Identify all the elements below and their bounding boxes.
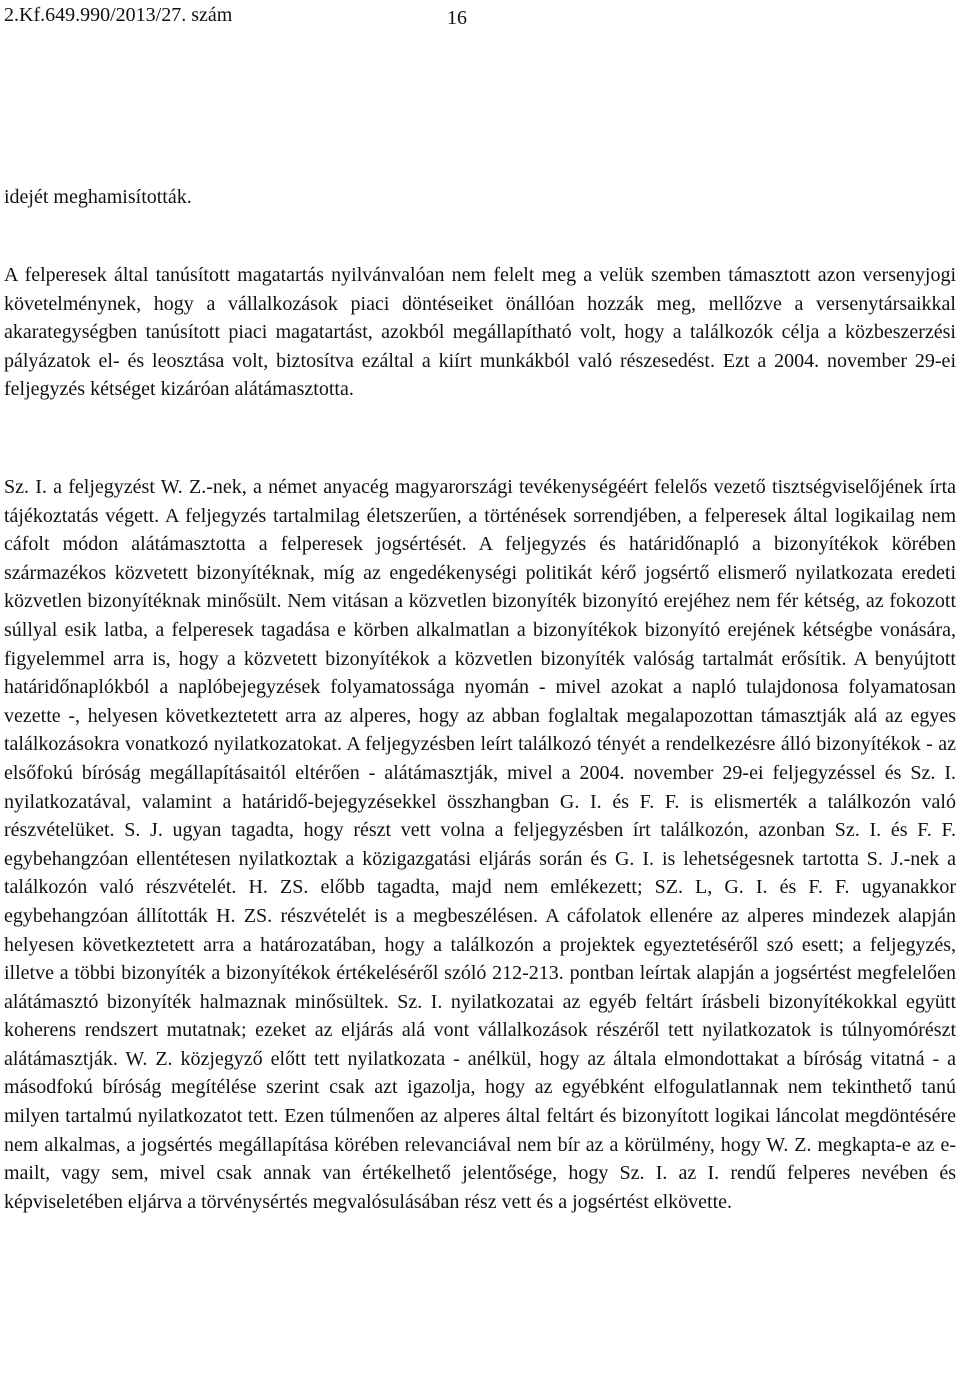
paragraph-intro: idejét meghamisították. — [4, 186, 192, 208]
page-header — [4, 2, 904, 34]
page-number: 16 — [447, 7, 467, 29]
paragraph-conduct: A felperesek által tanúsított magatartás nyilvánvalóan nem felelt meg a velük szemben támasztott azon versenyjogi követelménynek, hogy a vállalkozások piaci döntéseiket önállóan hozzák meg, mellőzve a versenytársaikkal akarategységben tanúsított piaci magatartást, azokból megállapítható volt, hogy a találkozók célja a közbeszerzési pályázatok el- és leosztása volt, biztosítva ezáltal a kiírt munkákból való részesedést. Ezt a 2004. november 29-ei feljegyzés kétséget kizáróan alátámasztotta. — [4, 264, 956, 401]
paragraph-evidence: Sz. I. a feljegyzést W. Z.-nek, a német anyacég magyarországi tevékenységéért felelős vezető tisztségviselőjének írta tájékoztatás végett. A feljegyzés tartalmilag életszerűen, a történések sorrendjében, a felperesek által logikailag nem cáfolt módon alátámasztotta a felperesek jogsértését. A feljegyzés és határidőnapló a bizonyítékok körében származékos közvetett bizonyítéknak, míg az engedékenységi politikát kérő jogsértő elismerő nyilatkozata eredeti közvetlen bizonyítéknak minősült. Nem vitásan a közvetlen bizonyíték bizonyító erejéhez nem fér kétség, az fokozott súllyal esik latba, a felperesek tagadása e körben alkalmatlan a bizonyítékok bizonyító erejének kétségbe vonására, figyelemmel arra is, hogy a közvetett bizonyítékok a közvetlen bizonyíték valóság tartalmát erősítik. A benyújtott határidőnaplókból a naplóbejegyzések folyamatossága nyomán - mivel azokat a napló tulajdonosa folyamatosan vezette -, helyesen következtetett arra az alperes, hogy az abban foglaltak megalapozottan támasztják alá az egyes találkozásokra vonatkozó nyilatkozatokat. A feljegyzésben leírt találkozó tényét a rendelkezésre álló bizonyítékok - az elsőfokú bíróság megállapításaitól eltérően - alátámasztják, mivel a 2004. november 29-ei feljegyzéssel és Sz. I. nyilatkozatával, valamint a határidő-bejegyzésekkel összhangban G. I. és F. F. is elismerték a találkozón való részvételüket. S. J. ugyan tagadta, hogy részt vett volna a feljegyzésben írt találkozón, azonban Sz. I. és F. F. egybehangzóan ellentétesen nyilatkoztak a közigazgatási eljárás során és G. I. is lehetségesnek tartotta S. J.-nek a találkozón való részvételét. H. ZS. előbb tagadta, majd nem emlékezett; SZ. L, G. I. és F. F. ugyanakkor egybehangzóan állították H. ZS. részvételét is a megbeszélésen. A cáfolatok ellenére az alperes mindezek alapján helyesen következtetett arra a határozatában, hogy a találkozón a projektek egyeztetéséről szó esett; a feljegyzés, illetve a többi bizonyíték a bizonyítékok értékeléséről szóló 212-213. pontban leírtak alapján a jogsértést megfelelően alátámasztó bizonyíték halmaznak minősültek. Sz. I. nyilatkozatai az egyéb feltárt írásbeli bizonyítékokkal együtt koherens rendszert mutatnak; ezeket az eljárás alá vont vállalkozások részéről tett nyilatkozatok is túlnyomórészt alátámasztják. W. Z. közjegyző előtt tett nyilatkozata - anélkül, hogy az általa elmondottakat a bíróság vitatná - a másodfokú bíróság megítélése szerint csak azt igazolja, hogy az egyébként elfogulatlannak nem tekinthető tanú milyen tartalmú nyilatkozatot tett. Ezen túlmenően az alperes által feltárt és bizonyított logikai láncolat megdöntésére nem alkalmas, a jogsértés megállapítása körében relevanciával nem bír az a körülmény, hogy W. Z. megkapta-e az e-mailt, vagy sem, mivel csak annak van értékelhető jelentősége, hogy Sz. I. az I. rendű felperes nevében és képviseletében eljárva a törvénysértés megvalósulásában rész vett és a jogsértést elkövette. — [4, 476, 956, 1213]
case-number: 2.Kf.649.990/2013/27. szám — [4, 4, 233, 26]
